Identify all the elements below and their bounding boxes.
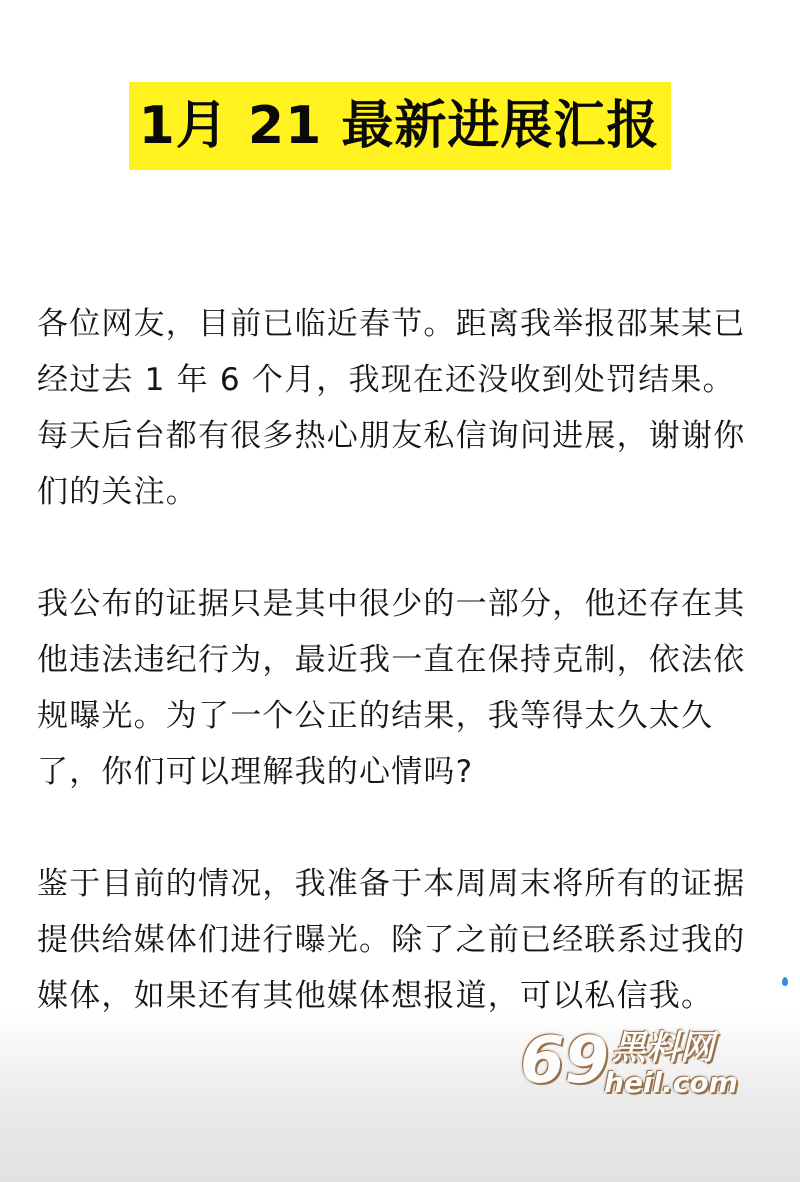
paragraph-1: 各位网友，目前已临近春节。距离我举报邵某某已经过去 1 年 6 个月，我现在还没收到处罚结果。每天后台都有很多热心朋友私信询问进展，谢谢你们的关注。	[37, 306, 746, 510]
blue-dot-icon	[782, 977, 788, 986]
paragraph-3: 鉴于目前的情况，我准备于本周周末将所有的证据提供给媒体们进行曝光。除了之前已经联系过我的媒体，如果还有其他媒体想报道，可以私信我。	[37, 866, 746, 1014]
title-wrap	[0, 82, 800, 170]
watermark-chinese: 黑料网	[612, 1028, 714, 1068]
post-body	[37, 296, 767, 1024]
paragraph-2: 我公布的证据只是其中很少的一部分，他还存在其他违法违纪行为，最近我一直在保持克制，依法依规曝光。为了一个公正的结果，我等得太久太久了，你们可以理解我的心情吗?	[37, 586, 746, 790]
watermark-domain: heil.com	[604, 1066, 738, 1099]
watermark-number: 69	[520, 1024, 610, 1098]
page-title: 1月 21 最新进展汇报	[129, 82, 672, 170]
watermark-logo	[512, 1020, 772, 1104]
